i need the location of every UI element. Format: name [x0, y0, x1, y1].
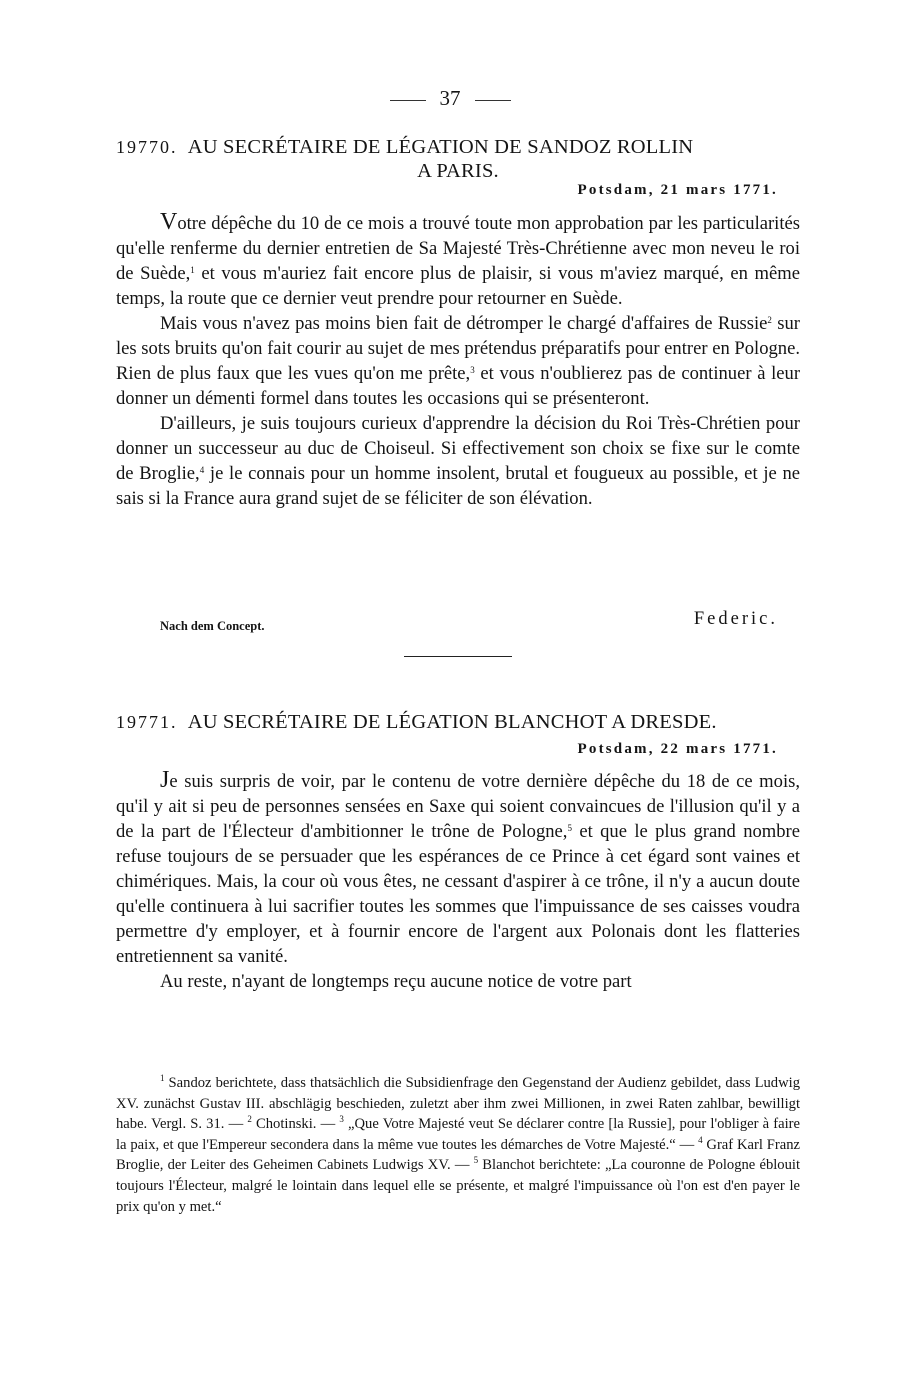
section-divider [404, 656, 512, 657]
footnote-ref: 2 [767, 315, 772, 325]
letter-2-dateline: Potsdam, 22 mars 1771. [577, 741, 778, 757]
page-number-dash-left [390, 100, 426, 101]
letter-1-number: 19770. [116, 137, 178, 157]
paragraph-text: et vous n'oublierez pas de continuer à leur donner un démenti formel dans toutes les occasions qui se présenteront. [116, 363, 801, 409]
letter-1-dateline: Potsdam, 21 mars 1771. [577, 182, 778, 198]
footnote-marker: 5 [473, 1155, 479, 1166]
letter-1-title-line1: AU SECRÉTAIRE DE LÉGATION DE SANDOZ ROLLIN [187, 136, 694, 158]
page-number-header [0, 86, 900, 111]
paragraph-text: et vous m'auriez fait encore plus de plaisir, si vous m'aviez marqué, en même temps, la route que ce dernier veut prendre pour retourner en Suède. [116, 263, 800, 309]
footnote-ref: 5 [567, 823, 572, 833]
letter-2-title-line1: AU SECRÉTAIRE DE LÉGATION BLANCHOT A DRESDE. [187, 711, 717, 733]
footnote-marker: 4 [698, 1134, 703, 1145]
letter-2-number: 19771. [116, 712, 178, 732]
letter-1-paragraph-2 [116, 311, 800, 411]
dropcap: J [160, 767, 170, 793]
paragraph-text: D'ailleurs, je suis toujours curieux d'apprendre la décision du Roi Très-Chrétien pour donner un successeur au duc de Choiseul. Si effectivement son choix se fixe sur le comte de Broglie, [116, 413, 800, 484]
letter-1-signature: Federic. [693, 609, 778, 629]
letter-1-heading [116, 135, 800, 183]
paragraph-text: et que le plus grand nombre refuse toujours de se persuader que les espérances de ce Prince à cet égard sont vaines et chimériques. Mais, la cour où vous êtes, ne cessant d'aspirer à ce trône, il n'y a aucun doute qu'elle continuera à lui sacrifier toutes les sommes que l'impuissance de ses caisses voudra permettre d'y employer, et à fournir encore de l'argent aux Polonais dont les flatteries entretiennent sa vanité. [116, 821, 800, 967]
letter-2-body [116, 768, 800, 994]
letter-1-body [116, 210, 800, 511]
paragraph-text: je le connais pour un homme insolent, brutal et fougueux au possible, et je ne sais si la France aura grand sujet de se féliciter de son élévation. [116, 463, 800, 509]
footnote-text: Blanchot berichtete: „La couronne de Pologne éblouit toujours l'Électeur, malgré le lointain dans lequel elle se présente, et malgré l'impuissance où l'on est d'en payer le prix qu'on y met.“ [116, 1157, 801, 1215]
footnote-text: Chotinski. — [251, 1116, 340, 1133]
dropcap: V [160, 209, 178, 235]
letter-1-source-note: Nach dem Concept. [160, 619, 265, 633]
footnote-ref: 1 [190, 265, 195, 275]
paragraph-text: Au reste, n'ayant de longtemps reçu aucune notice de votre part [160, 971, 632, 992]
letter-1-title-line2: A PARIS. [417, 160, 499, 182]
footnote-marker: 1 [160, 1073, 165, 1083]
paragraph-text: Mais vous n'avez pas moins bien fait de détromper le chargé d'affaires de Russie [160, 313, 768, 334]
footnote-text: „Que Votre Majesté veut Se déclarer contre [la Russie], pour l'obliger à faire la paix, et que l'Empereur secondera dans la même vue toutes les démarches de Votre Majesté.“ — [116, 1116, 800, 1153]
page-number: 37 [439, 86, 461, 110]
letter-1-paragraph-1 [116, 210, 800, 311]
page-number-dash-right [475, 100, 511, 101]
paragraph-text: otre dépêche du 10 de ce mois a trouvé toute mon approbation par les particularités qu'elle renferme du dernier entretien de Sa Majesté Très-Chrétienne avec mon neveu le roi de Suède, [116, 213, 800, 284]
footnote-ref: 3 [470, 365, 475, 375]
footnote-marker: 2 [247, 1114, 252, 1125]
footnotes [116, 1073, 800, 1217]
paragraph-text: e suis surpris de voir, par le contenu de votre dernière dépêche du 18 de ce mois, qu'il y ait si peu de personnes sensées en Saxe qui soient convaincues de l'illusion qu'il y a de la part de l'Électeur d'ambitionner le trône de Pologne, [116, 771, 800, 842]
footnote-ref: 4 [199, 465, 205, 475]
letter-1-paragraph-3 [116, 411, 800, 511]
footnote-text: Graf Karl Franz Broglie, der Leiter des Geheimen Cabinets Ludwigs XV. — [116, 1136, 800, 1174]
letter-2-paragraph-1 [116, 768, 800, 969]
letter-2-heading [116, 710, 800, 734]
paragraph-text: sur les sots bruits qu'on fait courir au sujet de mes prétendus préparatifs pour entrer en Pologne. Rien de plus faux que les vues qu'on me prête, [116, 313, 800, 384]
footnote-marker: 3 [339, 1114, 344, 1125]
footnote-text: Sandoz berichtete, dass thatsächlich die Subsidienfrage den Gegenstand der Audienz gebildet, dass Ludwig XV. zunächst Gustav III. abschlägig beschieden, zuletzt aber ihm zwei Millionen, in zwei Raten zahlbar, bewilligt habe. Vergl. S. 31. — [116, 1075, 800, 1133]
footnotes-text [116, 1073, 800, 1217]
letter-2-paragraph-2 [116, 969, 800, 994]
